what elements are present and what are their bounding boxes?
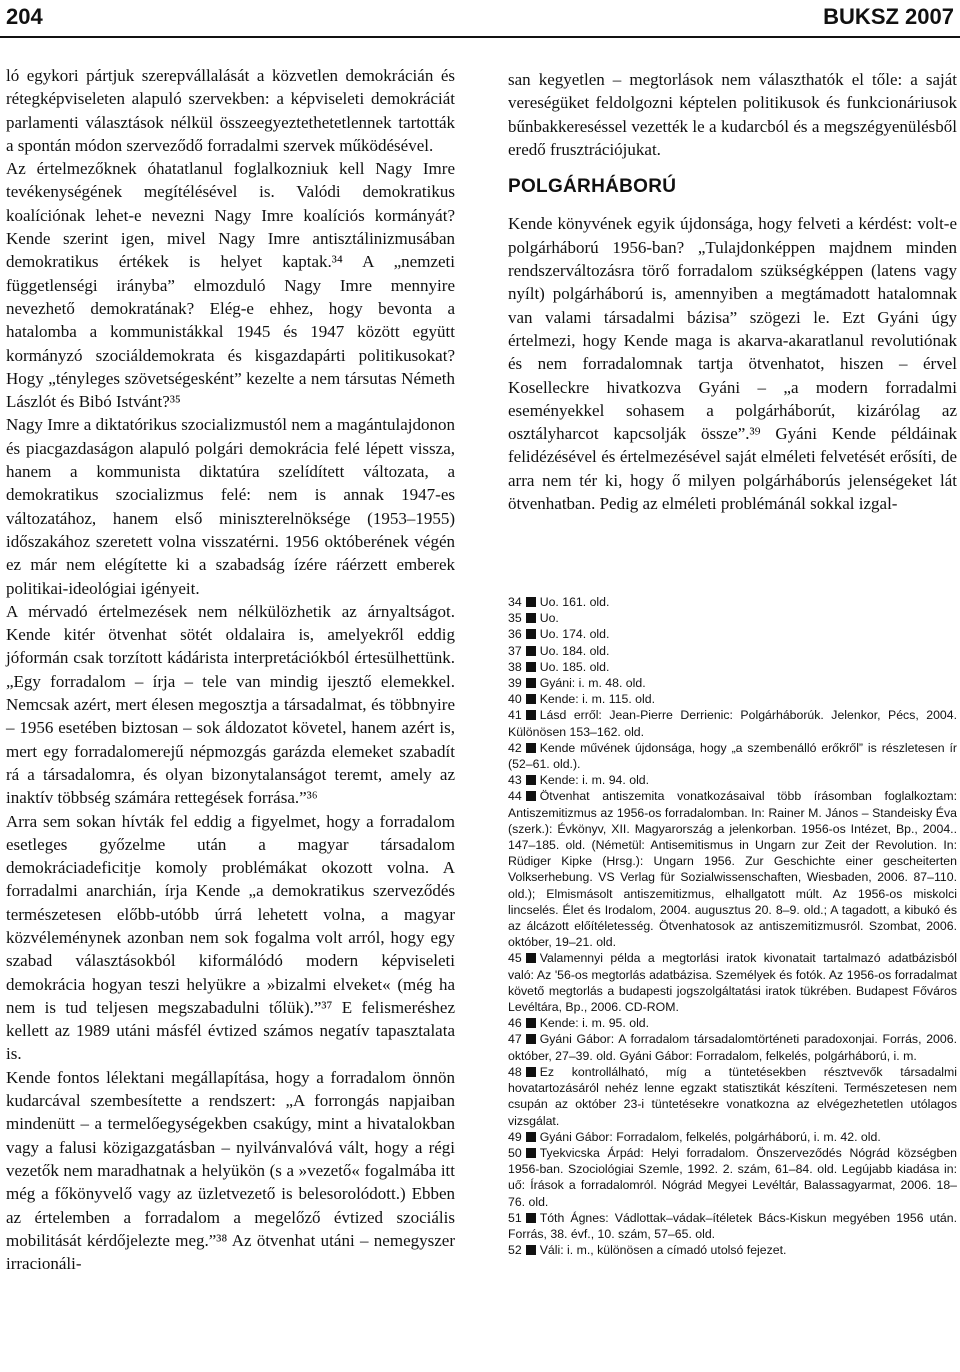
footnote-number: 34 xyxy=(508,595,522,609)
paragraph: ló egykori pártjuk szerepvállalását a közvetlen demokrácián és rétegképviseleten alapuló szervekben: a képviseleti demokráciát parlamenti választások nélkül összeegyeztethetetlennek tartották a spontán módon szerveződő forradalmi szervek működésével. xyxy=(6,66,455,155)
footnote-text: Valamennyi példa a megtorlási iratok kivonatait tartalmazó adatbázisból való: Az '56-os megtorlás adatbázisa. Személyek és fotók. Az 1956-os forradalmat követő megtorlás a budapesti jogszolgáltatási iratok tükrében. Budapest Főváros Levéltára, Bp., 2006. CD-ROM. xyxy=(508,951,957,1015)
footnote-number: 36 xyxy=(508,627,522,642)
footnote xyxy=(508,772,957,788)
paragraph: Kende fontos lélektani megállapítása, hogy a forradalom önnön kudarcával szembesítette a rendszert: „A forrongás napjaiban mindenütt – a termelőegységekben csakúgy, mint a hivatalokban vagy a falusi közigazgatásban – nyilvánvalóvá vált, hogy a régi vezetők nem maradhatnak a helyükön (s a »vezető« fogalmába itt még a főkönyvelő vagy az üzletvezető is belesorolódott.) Ebben az értelemben a forradalom a megelőző évtized szociális mobilitását kérdőjelezte meg.”³⁸ Az ötvenhat utáni – nemegyszer irracionáli- xyxy=(6,1067,455,1274)
footnote xyxy=(508,594,957,610)
paragraph: Nagy Imre a diktatórikus szocializmustól nem a magántulajdonon és piacgazdaságon alapuló polgári demokrácia felé lépett vissza, hanem a kommunista diktatúra szelídített változata, a demokratikus szocializmus felé: nem is annak 1947-es változatához, hanem első miniszterelnöksége (1953–1955) időszakához szeretett volna visszatérni. 1956 októberének végén ez már nem elégítette ki a szabadság ízére ráérzett emberek politikai-ideológiai igényeit. xyxy=(6,415,455,598)
journal-name: BUKSZ 2007 xyxy=(823,4,954,29)
square-bullet-icon xyxy=(526,1034,536,1044)
square-bullet-icon xyxy=(526,646,536,656)
footnote-number: 50 xyxy=(508,1145,522,1160)
square-bullet-icon xyxy=(526,1067,536,1077)
square-bullet-icon xyxy=(526,953,536,963)
square-bullet-icon xyxy=(526,629,536,639)
footnote-number: 42 xyxy=(508,740,522,755)
square-bullet-icon xyxy=(526,694,536,704)
footnote xyxy=(508,788,957,950)
footnote-number: 35 xyxy=(508,611,522,626)
square-bullet-icon xyxy=(526,1132,536,1142)
paragraph: Az értelmezőknek óhatatlanul foglalkozniuk kell Nagy Imre tevékenységének megítélésével is. Valódi demokratikus koalíciónak lehet-e nevezni Nagy Imre koalíciós kormányát? Kende szerint igen, mivel Nagy Imre antisztálinizmusában demokratikus értékek is helyet kaptak.³⁴ A „nemzeti függetlenségi irányba” elmozduló Nagy Imre mennyire nevezhető demokratának? Elég-e ehhez, hogy bevonta a hatalomba a kommunistákkal 1945 és 1947 között együtt kormányzó szociáldemokrata és kisgazdapárti politikusokat? Hogy „tényleges szövetségesként” kezelte a nem társutas Németh Lászlót és Bibó Istvánt?³⁵ xyxy=(6,159,455,412)
footnote-text: Tóth Ágnes: Vádlottak–vádak–ítéletek Bács-Kiskun megyében 1956 után. Forrás, 38. évf., 10. szám, 57–65. old. xyxy=(508,1210,957,1241)
footnote-text: Gyáni Gábor: Forradalom, felkelés, polgárháború, i. m. 42. old. xyxy=(539,1129,881,1144)
footnote-number: 49 xyxy=(508,1129,522,1144)
footnote-text: Gyáni Gábor: A forradalom társadalomtörténeti paradoxonjai. Forrás, 2006. október, 27–39. old. Gyáni Gábor: Forradalom, felkelés, polgárháború, i. m. xyxy=(508,1032,957,1063)
paragraph: Kende könyvének egyik újdonsága, hogy felveti a kérdést: volt-e polgárháború 1956-ban? „Tulajdonképpen majdnem minden rendszerváltozásra törő forradalom szükségképpen (latens vagy nyílt) polgárháború is, amennyiben a megtámadott hatalomnak van valami társadalmi bázisa” szögezi le. Ezt Gyáni úgy értelmezi, hogy Kende maga is akarva-akaratlanul revolutiónak és nem forradalomnak tartja ötvenhatot, hiszen – érvel Koselleckre hivatkozva Gyáni – „a modern forradalmi eseményekkel sohasem a polgárháborút, kizárólag az osztályharcot kapcsolják össze”.³⁹ Gyáni Kende példáinak felidézésével és értelmezésével saját elméleti felvetését erősíti, de arra nem tér ki, hogy ő milyen polgárháborús jelenségeket lát ötvenhatban. Pedig az elméleti problémánál sokkal izgal- xyxy=(508,214,957,514)
footnote-text: Ez kontrollálható, míg a tüntetésekben résztvevők társadalmi hovatartozásáról nehéz lenne egzakt statisztikát készíteni. Természetesen nem csupán az október 23-i tüntetésekre vonatkozna az elvégezhetetlen utólagos vizsgálat. xyxy=(508,1064,957,1128)
footnote xyxy=(508,1015,957,1031)
footnote xyxy=(508,1064,957,1129)
footnote-text: Kende: i. m. 95. old. xyxy=(539,1016,650,1031)
square-bullet-icon xyxy=(526,1213,536,1223)
section-heading: POLGÁRHÁBORÚ xyxy=(508,176,677,198)
square-bullet-icon xyxy=(526,678,536,688)
paragraph: A mérvadó értelmezések nem nélkülözhetik az árnyaltságot. Kende kitér ötvenhat sötét oldalaira is, amelyekről eddig jóformán csak torzított kádárista interpretációkból értesülhettünk. „Egy forradalom – írja – tele van mindig ijesztő elemekkel. Nemcsak azért, mert élesen megosztja a társadalmat, és többnyire – 1956 esetében biztosan – sok áldozatot követel, hanem azért is, mert egy forradalomerejű népmozgás garázda elemeket szabadít rá a társadalomra, és olyan bizonytalanságot teremt, amely az inaktív többség számára rettegések forrása.”³⁶ xyxy=(6,601,455,808)
footnote xyxy=(508,1210,957,1242)
footnote-number: 46 xyxy=(508,1016,522,1031)
footnote-number: 52 xyxy=(508,1243,522,1258)
paragraph: san kegyetlen – megtorlások nem választhatók el tőle: a saját vereségüket feldolgozni képtelen politikusok és funkcionáriusok bűnbakkereséssel vezették le a kudarcból és a megszégyenülésből eredő frusztrációjukat. xyxy=(508,70,957,159)
footnote-text: Váli: i. m., különösen a címadó utolsó fejezet. xyxy=(539,1243,787,1258)
square-bullet-icon xyxy=(526,1245,536,1255)
square-bullet-icon xyxy=(526,613,536,623)
footnote-text: Kende: i. m. 115. old. xyxy=(539,692,655,707)
footnote xyxy=(508,1145,957,1210)
footnote-text: Lásd erről: Jean-Pierre Derrienic: Polgárháborúk. Jelenkor, Pécs, 2004. Különösen 153–162. old. xyxy=(508,708,957,739)
square-bullet-icon xyxy=(526,743,536,753)
footnote xyxy=(508,950,957,1015)
footnote-text: Uo. 161. old. xyxy=(539,595,610,609)
footnote-number: 39 xyxy=(508,676,522,691)
footnote-text: Uo. 185. old. xyxy=(539,659,610,674)
square-bullet-icon xyxy=(526,791,536,801)
footnote-text: Kende művének újdonsága, hogy „a szembenálló erőkről” is részletesen ír (52–61. old.). xyxy=(508,740,957,772)
footnote xyxy=(508,740,957,772)
footnote-text: Tyekvicska Árpád: Helyi forradalom. Önszerveződés Nógrád községben 1956-ban. Szociológiai Szemle, 1992. 2. szám, 61–84. old. Legújabb kiadása in: uő: Írások a forradalomról. Nógrád Megyei Levéltár, Balassagyarmat, 2006. 18–76. old. xyxy=(508,1145,957,1209)
left-column xyxy=(6,64,455,1275)
footnote xyxy=(508,610,957,626)
square-bullet-icon xyxy=(526,775,536,785)
footnote xyxy=(508,659,957,675)
footnote-number: 48 xyxy=(508,1064,522,1079)
footnote-number: 47 xyxy=(508,1032,522,1047)
footnote xyxy=(508,707,957,739)
footnote-number: 38 xyxy=(508,659,522,674)
footnote-text: Kende: i. m. 94. old. xyxy=(539,773,650,788)
page-number: 204 xyxy=(6,4,43,29)
footnote-number: 44 xyxy=(508,789,522,804)
footnotes xyxy=(508,594,957,1258)
page-header xyxy=(0,0,960,38)
footnote xyxy=(508,1242,957,1258)
footnote-text: Uo. 184. old. xyxy=(539,643,610,658)
footnote-number: 37 xyxy=(508,643,522,658)
footnote-number: 43 xyxy=(508,773,522,788)
footnote xyxy=(508,626,957,642)
footnote xyxy=(508,643,957,659)
right-column xyxy=(508,68,957,515)
footnote xyxy=(508,675,957,691)
footnote-text: Uo. 174. old. xyxy=(539,627,610,642)
footnote-text: Ötvenhat antiszemita vonatkozásaival több írásomban foglalkoztam: Antiszemitizmus az 1956-os forradalomban. In: Rainer M. János – Standeisky Éva (szerk.): Évkönyv, XII. Magyarország a jelenkorban. 1956-os Intézet, Bp., 2004.. 147–185. old. (Németül: Antisemitismus in Ungarn zur Zeit der Revolution. In: Rüdiger Kipke (Hrsg.): Ungarn 1956. Zur Geschichte einer gescheiterten Volkserhebung. VS Verlag für Sozialwissenschaften, Wiesbaden, 2006. 87–110. old.); Elmismásolt antiszemitizmus, elhallgatott múlt. Az 1956-os miskolci lincselés. Élet és Irodalom, 2004. augusztus 20. 8–9. old.; A tagadott, a kibukó és az álcázott előítéletesség. Ötvenhatosok az antiszemitizmusról. Szombat, 2006. október, 19–21. old. xyxy=(508,789,957,950)
square-bullet-icon xyxy=(526,1018,536,1028)
paragraph: Arra sem sokan hívták fel eddig a figyelmet, hogy a forradalom esetleges győzelme után a magyar társadalom demokráciadeficitje komoly problémákat okozott volna. A forradalmi anarchián, írja Kende „a demokratikus szerveződés természetesen előbb-utóbb úrrá lehetett volna, a magyar közvéleménynek azonban nem sok fogalma volt arról, hogy egy szabad választásokból kiformálódó modern képviseleti demokrácia hogyan teszi helyükre a »bizalmi elveket« (még ha nem is tud teljesen megszabadulni tőlük).”³⁷ E felismeréshez kellett az 1989 utáni másfél évtized számos negatív tapasztalata is. xyxy=(6,811,455,1064)
square-bullet-icon xyxy=(526,662,536,672)
square-bullet-icon xyxy=(526,597,536,607)
footnote xyxy=(508,1129,957,1145)
footnote-text: Gyáni: i. m. 48. old. xyxy=(539,676,646,691)
footnote-number: 41 xyxy=(508,708,522,723)
footnote-number: 40 xyxy=(508,692,522,707)
footnote-number: 45 xyxy=(508,951,522,966)
footnote-text: Uo. xyxy=(539,611,559,626)
footnote xyxy=(508,691,957,707)
footnote-number: 51 xyxy=(508,1210,522,1225)
square-bullet-icon xyxy=(526,710,536,720)
square-bullet-icon xyxy=(526,1148,536,1158)
footnote xyxy=(508,1031,957,1063)
